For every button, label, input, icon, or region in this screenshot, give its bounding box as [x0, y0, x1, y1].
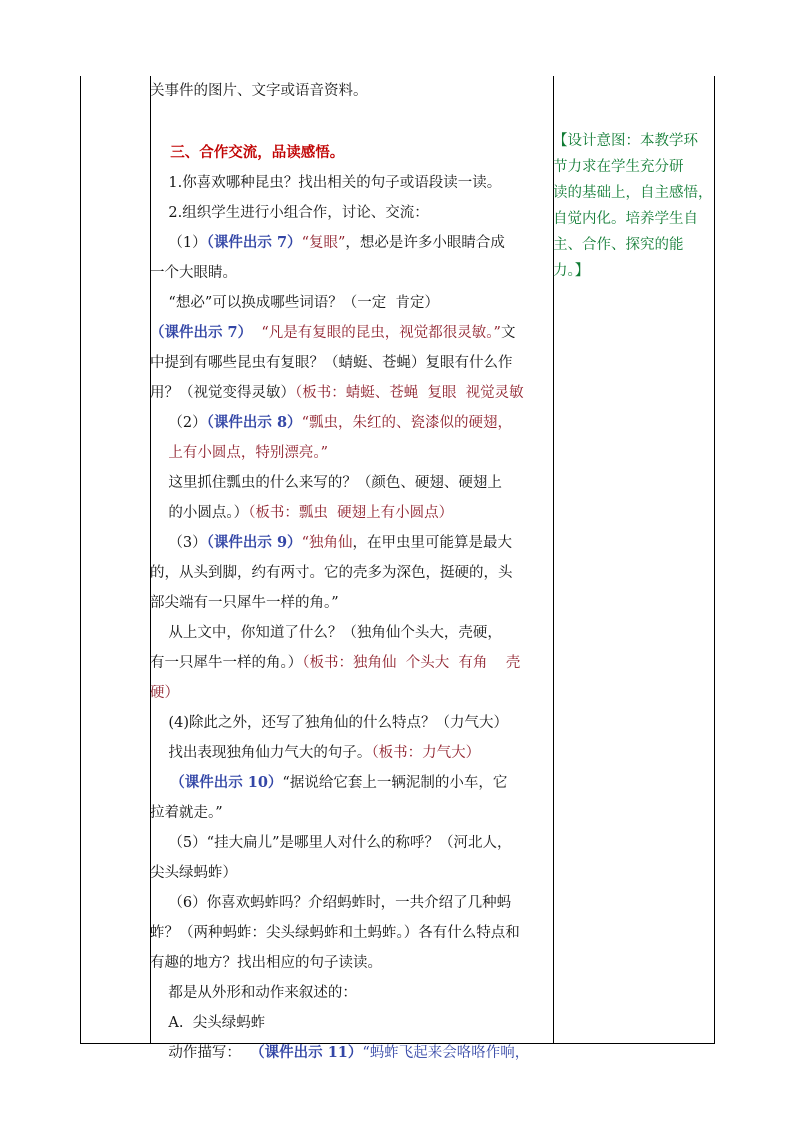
text-run: ，想必是许多小眼睛合成 [345, 235, 505, 251]
text-run: （5）“挂大扁儿”是哪里人对什么的称呼？（河北人， [150, 835, 512, 851]
text-line [150, 198, 554, 228]
text-line [150, 768, 554, 798]
text-line [150, 168, 554, 198]
table-border-left [80, 76, 81, 1044]
text-run: 用？（视觉变得灵敏） [150, 385, 295, 401]
text-run: 都是从外形和动作来叙述的： [150, 985, 357, 1001]
text-line [150, 318, 554, 348]
text-run: “独角仙 [301, 535, 353, 551]
text-run: （3） [150, 535, 207, 551]
text-line [150, 378, 554, 408]
lesson-content-column [150, 76, 554, 1068]
text-run: （板书：瓢虫 硬翅上有小圆点） [248, 505, 454, 521]
text-run: 动作描写： [150, 1045, 251, 1061]
text-run: 三、合作交流，品读感悟。 [150, 144, 345, 161]
text-line [150, 678, 554, 708]
text-run: 部尖端有一只犀牛一样的角。” [150, 595, 339, 611]
text-run: “复眼” [301, 235, 346, 251]
text-line [150, 408, 554, 438]
text-run: “据说给它套上一辆泥制的小车，它 [282, 775, 508, 791]
design-intent-line: 自觉内化。培养学生自 [553, 211, 698, 227]
text-run: 找出表现独角仙力气大的句子。 [150, 745, 372, 761]
text-run: （课件出示 10） [150, 774, 283, 791]
design-intent-column [553, 128, 715, 284]
text-line [150, 228, 554, 258]
text-line [150, 738, 554, 768]
text-line [150, 798, 554, 828]
text-run: 从上文中，你知道了什么？（独角仙个头大，壳硬， [150, 625, 502, 641]
text-run: （板书：蜻蜓、苍蝇 复眼 视觉灵敏 [295, 385, 524, 401]
text-run: （板书：力气大） [371, 745, 481, 761]
text-run: “凡是有复眼的昆虫，视觉都很灵敏。” [252, 325, 501, 341]
text-line [150, 708, 554, 738]
text-run: 尖头绿蚂蚱） [150, 865, 237, 881]
text-run: “想必”可以换成哪些词语？（一定 肯定） [150, 295, 439, 311]
text-run: （板书：独角仙 个头大 有角 壳 [302, 655, 521, 671]
text-line [150, 618, 554, 648]
design-intent-line: 力。】 [553, 263, 590, 279]
text-run: 这里抓住瓢虫的什么来写的？（颜色、硬翅、硬翅上 [150, 475, 502, 491]
text-line [150, 918, 554, 948]
text-line [150, 1008, 554, 1038]
text-line [150, 258, 554, 288]
text-run: 上有小圆点，特别漂亮。” [150, 445, 329, 461]
text-line [150, 288, 554, 318]
text-line [150, 828, 554, 858]
text-run: 一个大眼睛。 [150, 265, 237, 281]
text-run: A. 尖头绿蚂蚱 [150, 1015, 266, 1031]
text-run: “蚂蚱飞起来会咯咯作响， [362, 1045, 530, 1061]
text-run: （2） [150, 415, 207, 431]
design-intent-line: 读的基础上，自主感悟， [553, 185, 713, 201]
design-intent-line: 【设计意图：本教学环 [553, 133, 698, 149]
text-run: (4)除此之外，还写了独角仙的什么特点？（力气大） [150, 715, 508, 731]
text-line [150, 76, 554, 106]
text-run: 中提到有哪些昆虫有复眼？（蜻蜓、苍蝇）复眼有什么作 [150, 355, 513, 371]
text-line [150, 498, 554, 528]
text-run: 蚱？（两种蚂蚱：尖头绿蚂蚱和土蚂蚱。）各有什么特点和 [150, 925, 520, 941]
text-run: 关事件的图片、文字或语音资料。 [150, 83, 368, 99]
text-line [150, 348, 554, 378]
text-line [150, 948, 554, 978]
text-run: （1） [150, 235, 207, 251]
text-line [150, 888, 554, 918]
text-run: “瓢虫，朱红的、瓷漆似的硬翅， [301, 415, 512, 431]
text-run: 有一只犀牛一样的角。） [150, 655, 303, 671]
text-line [150, 106, 554, 138]
text-line [150, 978, 554, 1008]
text-run: （课件出示 11） [250, 1044, 363, 1061]
design-intent-line: 主、合作、探究的能 [553, 237, 684, 253]
text-line [150, 648, 554, 678]
text-run: 硬） [150, 685, 179, 701]
text-run: 有趣的地方？找出相应的句子读读。 [150, 955, 382, 971]
text-run: （课件出示 9） [206, 534, 302, 551]
text-run: 文 [500, 325, 516, 341]
text-line [150, 558, 554, 588]
text-line [150, 138, 554, 168]
text-line [150, 528, 554, 558]
text-run: 2.组织学生进行小组合作，讨论、交流： [150, 205, 429, 221]
text-run: （课件出示 8） [206, 414, 302, 431]
text-run: 拉着就走。” [150, 805, 223, 821]
text-line [150, 1038, 554, 1068]
text-run: （课件出示 7） [206, 234, 302, 251]
text-run: 的小圆点。） [150, 505, 249, 521]
text-line [150, 438, 554, 468]
text-run: 1.你喜欢哪种昆虫？找出相关的句子或语段读一读。 [150, 175, 502, 191]
text-run: （课件出示 7） [150, 324, 253, 341]
text-run: 的，从头到脚，约有两寸。它的壳多为深色，挺硬的，头 [150, 565, 513, 581]
text-run: （6）你喜欢蚂蚱吗？介绍蚂蚱时，一共介绍了几种蚂 [150, 895, 512, 911]
text-line [150, 468, 554, 498]
design-intent-line: 节力求在学生充分研 [553, 159, 684, 175]
text-line [150, 588, 554, 618]
text-line [150, 858, 554, 888]
text-run: ，在甲虫里可能算是最大 [352, 535, 512, 551]
